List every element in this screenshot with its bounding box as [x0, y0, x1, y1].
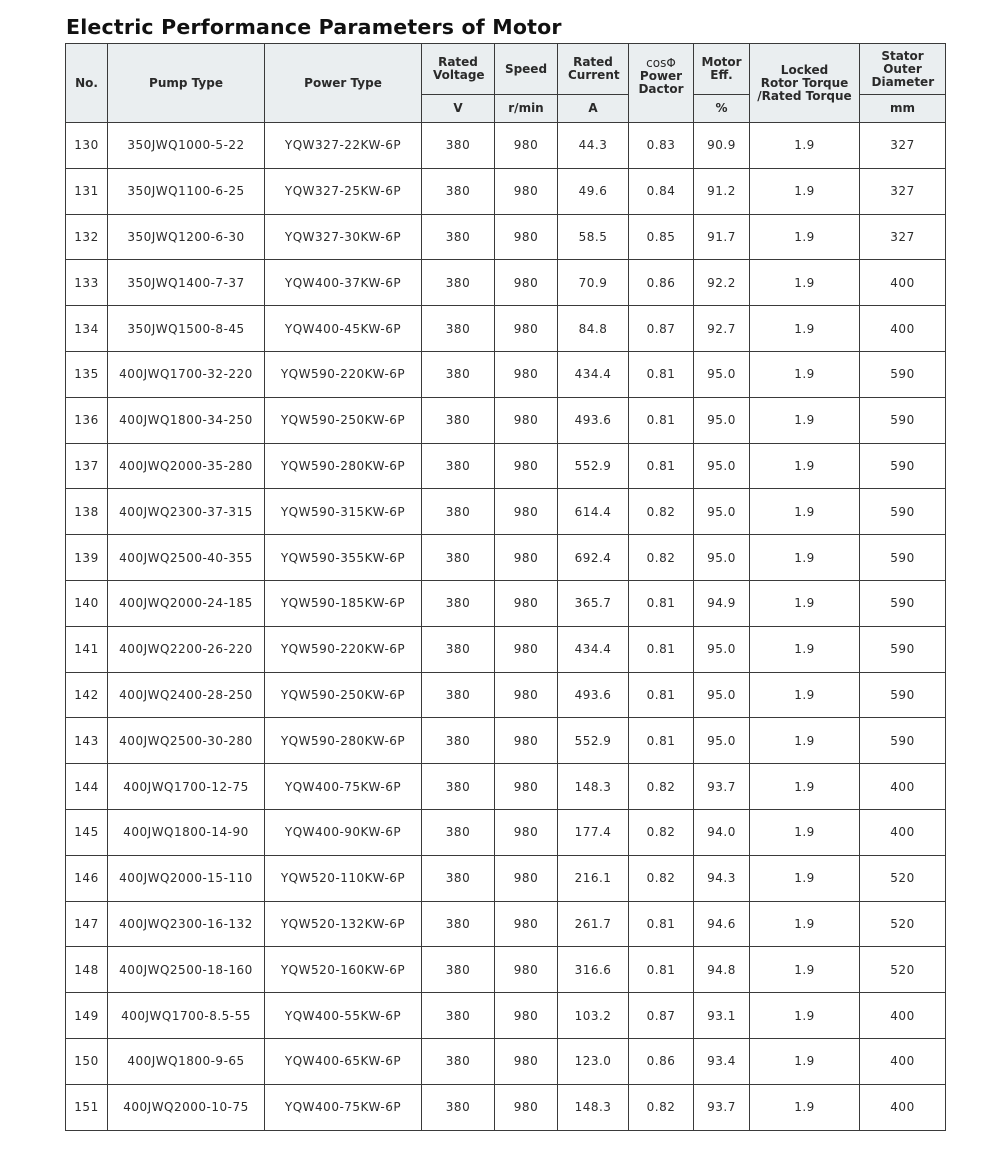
cell-power-type: YQW590-280KW-6P — [265, 443, 422, 489]
cell-efficiency: 95.0 — [694, 626, 750, 672]
cell-no: 144 — [66, 764, 108, 810]
cell-power-factor: 0.81 — [629, 397, 694, 443]
unit-current: A — [558, 95, 629, 123]
header-no: No. — [66, 44, 108, 123]
cell-efficiency: 95.0 — [694, 443, 750, 489]
header-speed: Speed — [495, 44, 558, 95]
cell-power-type: YQW590-315KW-6P — [265, 489, 422, 535]
cell-power-type: YQW520-160KW-6P — [265, 947, 422, 993]
cell-voltage: 380 — [422, 718, 495, 764]
cell-power-type: YQW590-280KW-6P — [265, 718, 422, 764]
cell-speed: 980 — [495, 947, 558, 993]
table-row — [66, 993, 946, 1039]
table-row — [66, 809, 946, 855]
cell-pump-type: 350JWQ1400-7-37 — [108, 260, 265, 306]
cell-voltage: 380 — [422, 947, 495, 993]
cell-current: 103.2 — [558, 993, 629, 1039]
cell-pump-type: 400JWQ1700-12-75 — [108, 764, 265, 810]
header-rated-current-label: Rated Current — [568, 55, 620, 82]
cell-efficiency: 93.1 — [694, 993, 750, 1039]
cell-power-type: YQW590-355KW-6P — [265, 535, 422, 581]
header-motor-eff — [694, 44, 750, 95]
table-row — [66, 855, 946, 901]
cell-current: 148.3 — [558, 764, 629, 810]
cell-efficiency: 95.0 — [694, 397, 750, 443]
cell-voltage: 380 — [422, 123, 495, 169]
cell-power-factor: 0.82 — [629, 1084, 694, 1130]
table-body — [66, 123, 946, 1131]
cell-power-factor: 0.81 — [629, 672, 694, 718]
cell-power-factor: 0.82 — [629, 535, 694, 581]
cell-stator-diameter: 400 — [860, 1084, 946, 1130]
cell-efficiency: 92.7 — [694, 306, 750, 352]
cell-stator-diameter: 590 — [860, 351, 946, 397]
unit-diameter: mm — [860, 95, 946, 123]
cell-voltage: 380 — [422, 168, 495, 214]
cell-current: 84.8 — [558, 306, 629, 352]
table-row — [66, 351, 946, 397]
table-row — [66, 535, 946, 581]
table-row — [66, 260, 946, 306]
cell-speed: 980 — [495, 260, 558, 306]
cell-voltage: 380 — [422, 993, 495, 1039]
cell-no: 134 — [66, 306, 108, 352]
cell-stator-diameter: 400 — [860, 993, 946, 1039]
header-locked-torque-line1: Locked — [780, 62, 829, 77]
cell-pump-type: 400JWQ2300-37-315 — [108, 489, 265, 535]
cell-voltage: 380 — [422, 901, 495, 947]
table-row — [66, 443, 946, 489]
cell-speed: 980 — [495, 764, 558, 810]
cell-current: 434.4 — [558, 626, 629, 672]
cell-stator-diameter: 590 — [860, 718, 946, 764]
cell-power-type: YQW400-75KW-6P — [265, 764, 422, 810]
cell-pump-type: 350JWQ1500-8-45 — [108, 306, 265, 352]
table-row — [66, 718, 946, 764]
cell-speed: 980 — [495, 809, 558, 855]
cell-power-factor: 0.81 — [629, 626, 694, 672]
header-locked-torque — [750, 44, 860, 123]
cell-pump-type: 400JWQ2500-30-280 — [108, 718, 265, 764]
cell-speed: 980 — [495, 901, 558, 947]
cell-current: 493.6 — [558, 672, 629, 718]
cell-power-type: YQW400-75KW-6P — [265, 1084, 422, 1130]
header-power-type: Power Type — [265, 44, 422, 123]
cell-speed: 980 — [495, 580, 558, 626]
cell-power-type: YQW400-65KW-6P — [265, 1038, 422, 1084]
cell-power-factor: 0.83 — [629, 123, 694, 169]
cell-pump-type: 400JWQ2200-26-220 — [108, 626, 265, 672]
cell-voltage: 380 — [422, 214, 495, 260]
cell-speed: 980 — [495, 397, 558, 443]
table-row — [66, 580, 946, 626]
cell-current: 552.9 — [558, 443, 629, 489]
cell-efficiency: 93.7 — [694, 764, 750, 810]
table-row — [66, 1038, 946, 1084]
cell-torque-ratio: 1.9 — [750, 764, 860, 810]
cell-voltage: 380 — [422, 443, 495, 489]
cell-power-factor: 0.81 — [629, 351, 694, 397]
header-motor-eff-label: Motor Eff. — [701, 55, 742, 82]
cell-speed: 980 — [495, 993, 558, 1039]
cell-efficiency: 93.7 — [694, 1084, 750, 1130]
cell-current: 692.4 — [558, 535, 629, 581]
header-locked-torque-line2: Rotor Torque — [760, 75, 849, 90]
cell-efficiency: 91.2 — [694, 168, 750, 214]
cell-no: 142 — [66, 672, 108, 718]
cell-voltage: 380 — [422, 672, 495, 718]
cell-pump-type: 350JWQ1000-5-22 — [108, 123, 265, 169]
cell-torque-ratio: 1.9 — [750, 993, 860, 1039]
cell-current: 216.1 — [558, 855, 629, 901]
cell-no: 151 — [66, 1084, 108, 1130]
cell-no: 146 — [66, 855, 108, 901]
cell-power-type: YQW327-22KW-6P — [265, 123, 422, 169]
cell-voltage: 380 — [422, 580, 495, 626]
cell-torque-ratio: 1.9 — [750, 626, 860, 672]
cell-speed: 980 — [495, 443, 558, 489]
cell-speed: 980 — [495, 535, 558, 581]
cell-pump-type: 400JWQ2000-15-110 — [108, 855, 265, 901]
cell-no: 137 — [66, 443, 108, 489]
cell-power-factor: 0.82 — [629, 855, 694, 901]
cell-power-type: YQW520-110KW-6P — [265, 855, 422, 901]
table-row — [66, 626, 946, 672]
table-row — [66, 764, 946, 810]
unit-speed: r/min — [495, 95, 558, 123]
cell-efficiency: 90.9 — [694, 123, 750, 169]
page-title: Electric Performance Parameters of Motor — [66, 15, 562, 39]
cell-pump-type: 400JWQ1800-14-90 — [108, 809, 265, 855]
cell-no: 131 — [66, 168, 108, 214]
cell-stator-diameter: 520 — [860, 947, 946, 993]
cell-torque-ratio: 1.9 — [750, 168, 860, 214]
cell-speed: 980 — [495, 214, 558, 260]
cell-efficiency: 95.0 — [694, 672, 750, 718]
cell-efficiency: 91.7 — [694, 214, 750, 260]
cell-no: 140 — [66, 580, 108, 626]
cell-no: 135 — [66, 351, 108, 397]
cell-power-factor: 0.82 — [629, 764, 694, 810]
cell-torque-ratio: 1.9 — [750, 214, 860, 260]
table-row — [66, 306, 946, 352]
cell-power-type: YQW590-250KW-6P — [265, 397, 422, 443]
cell-torque-ratio: 1.9 — [750, 901, 860, 947]
header-rated-current — [558, 44, 629, 95]
cell-stator-diameter: 400 — [860, 1038, 946, 1084]
cell-pump-type: 400JWQ2400-28-250 — [108, 672, 265, 718]
cell-no: 150 — [66, 1038, 108, 1084]
cell-voltage: 380 — [422, 351, 495, 397]
cell-no: 148 — [66, 947, 108, 993]
cell-power-factor: 0.81 — [629, 947, 694, 993]
cell-power-factor: 0.86 — [629, 1038, 694, 1084]
cell-power-type: YQW400-55KW-6P — [265, 993, 422, 1039]
header-locked-torque-line3: /Rated Torque — [757, 88, 852, 103]
cell-torque-ratio: 1.9 — [750, 535, 860, 581]
cell-pump-type: 400JWQ2300-16-132 — [108, 901, 265, 947]
cell-no: 139 — [66, 535, 108, 581]
cell-current: 148.3 — [558, 1084, 629, 1130]
cell-pump-type: 350JWQ1100-6-25 — [108, 168, 265, 214]
cell-power-factor: 0.81 — [629, 443, 694, 489]
cell-stator-diameter: 590 — [860, 580, 946, 626]
cell-speed: 980 — [495, 168, 558, 214]
cell-torque-ratio: 1.9 — [750, 1084, 860, 1130]
cell-power-factor: 0.82 — [629, 489, 694, 535]
cell-stator-diameter: 327 — [860, 123, 946, 169]
cell-no: 149 — [66, 993, 108, 1039]
cell-voltage: 380 — [422, 489, 495, 535]
cell-speed: 980 — [495, 672, 558, 718]
cell-power-type: YQW400-90KW-6P — [265, 809, 422, 855]
cell-torque-ratio: 1.9 — [750, 1038, 860, 1084]
cell-efficiency: 94.3 — [694, 855, 750, 901]
table-row — [66, 672, 946, 718]
cell-torque-ratio: 1.9 — [750, 718, 860, 764]
cell-speed: 980 — [495, 351, 558, 397]
cell-stator-diameter: 327 — [860, 214, 946, 260]
cell-efficiency: 95.0 — [694, 489, 750, 535]
cell-torque-ratio: 1.9 — [750, 443, 860, 489]
table-row — [66, 947, 946, 993]
cell-current: 493.6 — [558, 397, 629, 443]
cell-torque-ratio: 1.9 — [750, 580, 860, 626]
cell-voltage: 380 — [422, 397, 495, 443]
header-rated-voltage-label: Rated Voltage — [433, 55, 485, 82]
header-power-factor-line2: Power — [639, 68, 683, 83]
cell-current: 44.3 — [558, 123, 629, 169]
cell-power-factor: 0.81 — [629, 580, 694, 626]
cell-torque-ratio: 1.9 — [750, 260, 860, 306]
cell-efficiency: 95.0 — [694, 351, 750, 397]
cell-voltage: 380 — [422, 764, 495, 810]
cell-voltage: 380 — [422, 260, 495, 306]
cell-power-type: YQW590-220KW-6P — [265, 351, 422, 397]
cell-speed: 980 — [495, 489, 558, 535]
cell-pump-type: 400JWQ1700-8.5-55 — [108, 993, 265, 1039]
header-stator-diameter-label: Stator Outer Diameter — [871, 48, 935, 89]
cell-pump-type: 400JWQ2500-18-160 — [108, 947, 265, 993]
cell-power-factor: 0.81 — [629, 901, 694, 947]
cell-current: 49.6 — [558, 168, 629, 214]
cell-efficiency: 93.4 — [694, 1038, 750, 1084]
cell-efficiency: 94.0 — [694, 809, 750, 855]
header-stator-diameter — [860, 44, 946, 95]
cell-stator-diameter: 520 — [860, 855, 946, 901]
cell-stator-diameter: 590 — [860, 672, 946, 718]
cell-speed: 980 — [495, 306, 558, 352]
cell-stator-diameter: 400 — [860, 809, 946, 855]
unit-eff: % — [694, 95, 750, 123]
cell-current: 58.5 — [558, 214, 629, 260]
cell-pump-type: 400JWQ2000-24-185 — [108, 580, 265, 626]
cell-stator-diameter: 327 — [860, 168, 946, 214]
cell-stator-diameter: 520 — [860, 901, 946, 947]
cell-pump-type: 400JWQ2000-35-280 — [108, 443, 265, 489]
cell-torque-ratio: 1.9 — [750, 351, 860, 397]
cell-power-factor: 0.87 — [629, 306, 694, 352]
cell-no: 130 — [66, 123, 108, 169]
cell-no: 143 — [66, 718, 108, 764]
cell-torque-ratio: 1.9 — [750, 306, 860, 352]
cell-current: 365.7 — [558, 580, 629, 626]
cell-power-type: YQW590-185KW-6P — [265, 580, 422, 626]
cell-voltage: 380 — [422, 306, 495, 352]
cell-efficiency: 94.8 — [694, 947, 750, 993]
table-row — [66, 397, 946, 443]
cell-stator-diameter: 590 — [860, 489, 946, 535]
cell-speed: 980 — [495, 626, 558, 672]
cell-pump-type: 400JWQ1700-32-220 — [108, 351, 265, 397]
cell-no: 132 — [66, 214, 108, 260]
table-row — [66, 489, 946, 535]
header-power-factor-line1: cosΦ — [646, 55, 676, 70]
cell-current: 614.4 — [558, 489, 629, 535]
cell-power-type: YQW327-30KW-6P — [265, 214, 422, 260]
cell-torque-ratio: 1.9 — [750, 672, 860, 718]
cell-speed: 980 — [495, 1038, 558, 1084]
cell-no: 133 — [66, 260, 108, 306]
cell-torque-ratio: 1.9 — [750, 397, 860, 443]
cell-efficiency: 94.9 — [694, 580, 750, 626]
cell-stator-diameter: 400 — [860, 306, 946, 352]
cell-torque-ratio: 1.9 — [750, 947, 860, 993]
cell-power-factor: 0.86 — [629, 260, 694, 306]
cell-efficiency: 92.2 — [694, 260, 750, 306]
table-row — [66, 214, 946, 260]
table-row — [66, 168, 946, 214]
cell-voltage: 380 — [422, 855, 495, 901]
cell-no: 147 — [66, 901, 108, 947]
cell-efficiency: 95.0 — [694, 535, 750, 581]
cell-torque-ratio: 1.9 — [750, 855, 860, 901]
cell-no: 138 — [66, 489, 108, 535]
table-header — [66, 44, 946, 123]
cell-current: 316.6 — [558, 947, 629, 993]
cell-torque-ratio: 1.9 — [750, 123, 860, 169]
cell-no: 136 — [66, 397, 108, 443]
cell-stator-diameter: 400 — [860, 764, 946, 810]
cell-stator-diameter: 590 — [860, 535, 946, 581]
cell-efficiency: 95.0 — [694, 718, 750, 764]
cell-pump-type: 400JWQ1800-34-250 — [108, 397, 265, 443]
cell-power-type: YQW400-37KW-6P — [265, 260, 422, 306]
cell-no: 145 — [66, 809, 108, 855]
cell-voltage: 380 — [422, 809, 495, 855]
cell-speed: 980 — [495, 123, 558, 169]
cell-pump-type: 400JWQ2500-40-355 — [108, 535, 265, 581]
cell-torque-ratio: 1.9 — [750, 489, 860, 535]
cell-power-type: YQW590-250KW-6P — [265, 672, 422, 718]
motor-parameters-table — [65, 43, 946, 1131]
table-row — [66, 1084, 946, 1130]
unit-voltage: V — [422, 95, 495, 123]
cell-voltage: 380 — [422, 535, 495, 581]
cell-power-type: YQW590-220KW-6P — [265, 626, 422, 672]
cell-power-factor: 0.87 — [629, 993, 694, 1039]
cell-voltage: 380 — [422, 1038, 495, 1084]
cell-pump-type: 350JWQ1200-6-30 — [108, 214, 265, 260]
cell-power-type: YQW520-132KW-6P — [265, 901, 422, 947]
cell-current: 123.0 — [558, 1038, 629, 1084]
cell-stator-diameter: 590 — [860, 443, 946, 489]
cell-current: 552.9 — [558, 718, 629, 764]
cell-power-type: YQW327-25KW-6P — [265, 168, 422, 214]
cell-stator-diameter: 590 — [860, 626, 946, 672]
cell-current: 434.4 — [558, 351, 629, 397]
cell-current: 177.4 — [558, 809, 629, 855]
cell-torque-ratio: 1.9 — [750, 809, 860, 855]
table-row — [66, 123, 946, 169]
header-power-factor — [629, 44, 694, 123]
cell-voltage: 380 — [422, 626, 495, 672]
cell-stator-diameter: 400 — [860, 260, 946, 306]
cell-power-factor: 0.81 — [629, 718, 694, 764]
cell-power-factor: 0.84 — [629, 168, 694, 214]
cell-stator-diameter: 590 — [860, 397, 946, 443]
cell-pump-type: 400JWQ2000-10-75 — [108, 1084, 265, 1130]
cell-no: 141 — [66, 626, 108, 672]
table-row — [66, 901, 946, 947]
cell-speed: 980 — [495, 855, 558, 901]
cell-efficiency: 94.6 — [694, 901, 750, 947]
header-pump-type: Pump Type — [108, 44, 265, 123]
header-rated-voltage — [422, 44, 495, 95]
cell-speed: 980 — [495, 718, 558, 764]
cell-current: 70.9 — [558, 260, 629, 306]
cell-speed: 980 — [495, 1084, 558, 1130]
cell-voltage: 380 — [422, 1084, 495, 1130]
cell-power-type: YQW400-45KW-6P — [265, 306, 422, 352]
cell-power-factor: 0.82 — [629, 809, 694, 855]
cell-pump-type: 400JWQ1800-9-65 — [108, 1038, 265, 1084]
header-power-factor-line3: Dactor — [638, 81, 684, 96]
cell-current: 261.7 — [558, 901, 629, 947]
cell-power-factor: 0.85 — [629, 214, 694, 260]
